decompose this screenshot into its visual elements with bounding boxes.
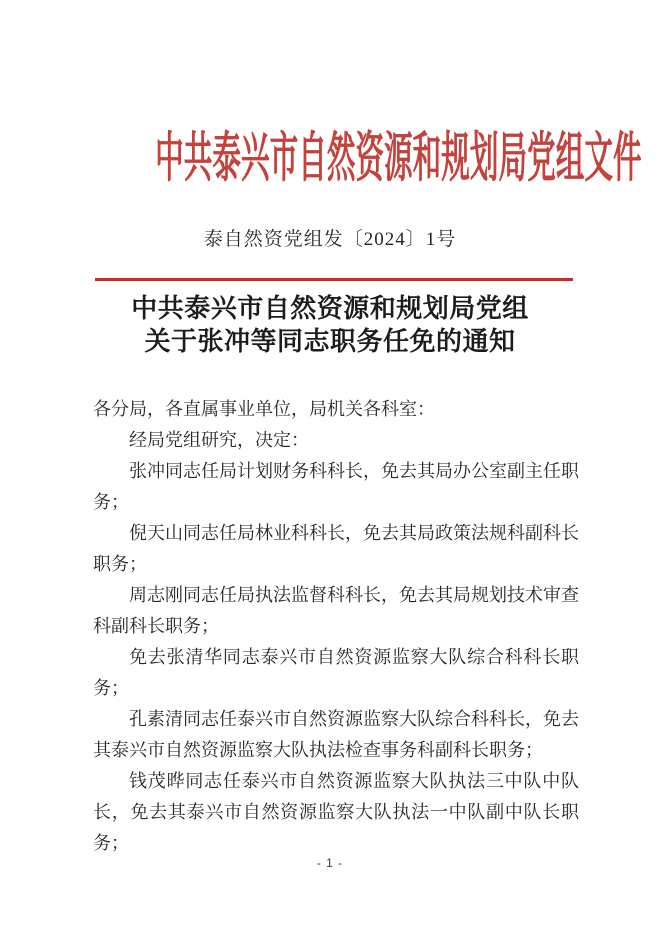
- body-salutation: 各分局，各直属事业单位，局机关各科室：: [93, 399, 435, 419]
- document-reference-number: 泰自然资党组发〔2024〕1号: [203, 229, 457, 250]
- document-title: [0, 292, 660, 358]
- page-number: - 1 -: [316, 856, 344, 870]
- body-paragraph: 倪天山同志任局林业科科长，免去其局政策法规科副科长职务；: [93, 523, 579, 574]
- body-paragraphs: [93, 425, 579, 859]
- body-paragraph: 经局党组研究，决定：: [129, 430, 309, 450]
- document-body: [93, 394, 579, 859]
- body-paragraph: 周志刚同志任局执法监督科科长，免去其局规划技术审查科副科长职务；: [93, 585, 579, 636]
- body-paragraph: 钱茂晔同志任泰兴市自然资源监察大队执法三中队中队长，免去其泰兴市自然资源监察大队执法一中队副中队长职务；: [93, 771, 579, 853]
- document-title-line-2: 关于张冲等同志职务任免的通知: [144, 327, 516, 356]
- body-paragraph: 孔素清同志任泰兴市自然资源监察大队综合科科长，免去其泰兴市自然资源监察大队执法检查事务科副科长职务；: [93, 709, 579, 760]
- document-letterhead: 中共泰兴市自然资源和规划局党组文件: [155, 128, 642, 188]
- header-divider-line: [95, 278, 573, 281]
- body-paragraph: 免去张清华同志泰兴市自然资源监察大队综合科科长职务；: [93, 647, 579, 698]
- body-paragraph: 张冲同志任局计划财务科科长，免去其局办公室副主任职务；: [93, 461, 579, 512]
- document-title-line-1: 中共泰兴市自然资源和规划局党组: [131, 294, 529, 323]
